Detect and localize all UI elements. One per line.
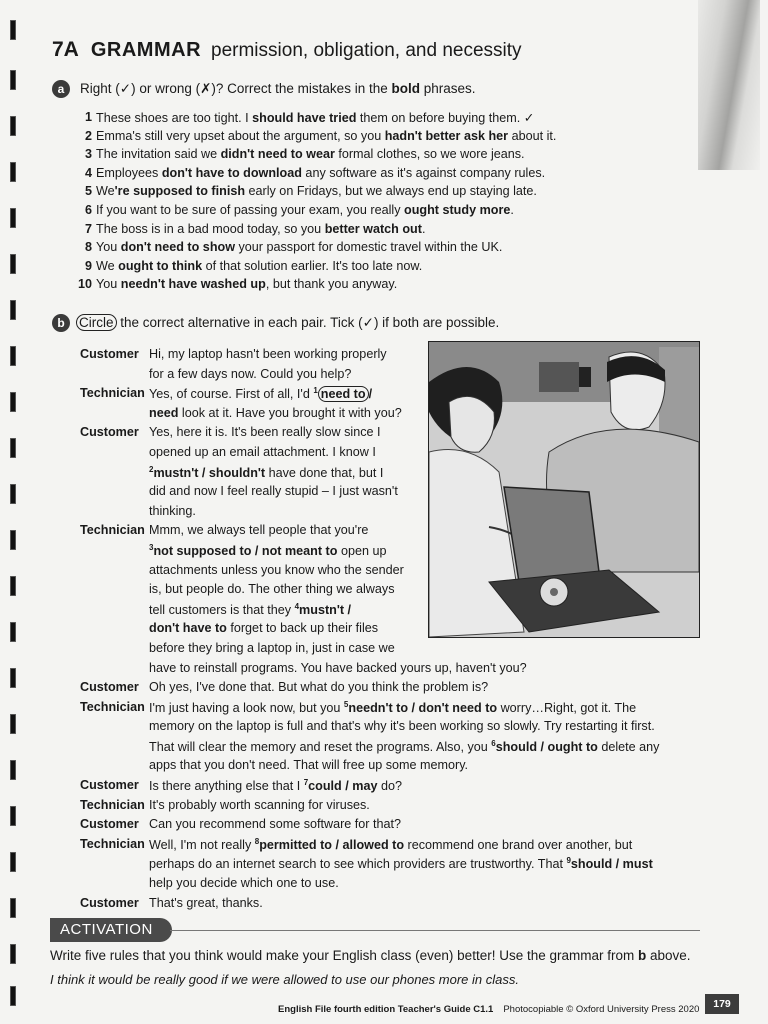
binding-ring <box>10 20 16 40</box>
exercise-item <box>70 222 556 241</box>
item-number: 6 <box>84 202 92 217</box>
topic-label: permission, obligation, and necessity <box>211 40 522 61</box>
binding-ring <box>10 760 16 780</box>
exercise-a-instruction: Right (✓) or wrong (✗)? Correct the mistakes in the bold phrases. <box>80 81 476 96</box>
item-text: We ought to think of that solution earlier. It's too late now. <box>96 258 423 273</box>
item-text: You don't need to show your passport for domestic travel within the UK. <box>96 240 503 255</box>
page-title <box>52 38 522 62</box>
item-number: 1 <box>84 110 92 124</box>
item-number: 8 <box>84 240 92 255</box>
exercise-a-badge: a <box>52 80 70 98</box>
speaker-label: Technician <box>80 523 145 538</box>
book-title: English File fourth edition Teacher's Guide C1.1 <box>278 1004 494 1015</box>
circle-word: Circle <box>76 314 117 331</box>
exercise-item <box>70 277 556 296</box>
binding-ring <box>10 944 16 964</box>
binding-ring <box>10 714 16 734</box>
page-corner-decoration <box>698 0 760 170</box>
binding-ring <box>10 530 16 550</box>
item-number: 5 <box>84 184 92 199</box>
item-text: The boss is in a bad mood today, so you better watch out. <box>96 221 426 236</box>
item-text: Emma's still very upset about the argument, so you hadn't better ask her about it. <box>96 128 557 143</box>
binding-ring <box>10 392 16 412</box>
speaker-label: Customer <box>80 895 139 910</box>
footer <box>278 1004 699 1015</box>
speaker-label: Technician <box>80 699 145 714</box>
binding-ring <box>10 254 16 274</box>
binding-ring <box>10 346 16 366</box>
exercise-item <box>70 240 556 259</box>
speaker-label: Customer <box>80 680 139 695</box>
binding-ring <box>10 806 16 826</box>
item-number: 10 <box>77 277 92 292</box>
activation-instruction: Write five rules that you think would make your English class (even) better! Use the grammar from b above. <box>50 948 691 963</box>
binding-ring <box>10 986 16 1006</box>
activation-label: ACTIVATION <box>50 918 172 942</box>
item-text: You needn't have washed up, but thank you anyway. <box>96 277 398 292</box>
binding-ring <box>10 162 16 182</box>
binding-ring <box>10 116 16 136</box>
binding-ring <box>10 438 16 458</box>
speaker-label: Technician <box>80 386 145 401</box>
spiral-binding <box>6 20 22 1010</box>
item-text: These shoes are too tight. I should have tried them on before buying them. ✓ <box>96 111 535 125</box>
page-number: 179 <box>705 994 739 1014</box>
item-text: The invitation said we didn't need to wear formal clothes, so we wore jeans. <box>96 147 525 162</box>
item-number: 3 <box>84 147 92 162</box>
illustration-laptop-repair <box>428 341 700 638</box>
divider <box>170 930 700 931</box>
binding-ring <box>10 898 16 918</box>
exercise-item <box>70 184 556 203</box>
exercise-item <box>70 129 556 148</box>
exercise-a-list <box>70 110 556 296</box>
item-number: 2 <box>84 128 92 143</box>
section-label: GRAMMAR <box>90 39 202 61</box>
speaker-label: Customer <box>80 425 139 440</box>
speaker-label: Customer <box>80 778 139 793</box>
exercise-item <box>70 203 556 222</box>
exercise-item <box>70 259 556 278</box>
item-text: If you want to be sure of passing your exam, you really ought study more. <box>96 202 514 217</box>
binding-ring <box>10 852 16 872</box>
binding-ring <box>10 622 16 642</box>
binding-ring <box>10 576 16 596</box>
item-number: 9 <box>84 258 92 273</box>
exercise-b-instruction: Circle the correct alternative in each pair. Tick (✓) if both are possible. <box>76 315 499 331</box>
circled-answer: need to <box>318 386 369 402</box>
item-text: Employees don't have to download any software as it's against company rules. <box>96 165 546 180</box>
speaker-label: Technician <box>80 797 145 812</box>
speaker-label: Customer <box>80 347 139 361</box>
binding-ring <box>10 70 16 90</box>
binding-ring <box>10 668 16 688</box>
speaker-label: Customer <box>80 817 139 832</box>
exercise-item <box>70 110 556 129</box>
item-number: 4 <box>84 165 92 180</box>
exercise-item <box>70 147 556 166</box>
speaker-label: Technician <box>80 836 145 851</box>
binding-ring <box>10 208 16 228</box>
activation-example: I think it would be really good if we were allowed to use our phones more in class. <box>50 972 519 987</box>
binding-ring <box>10 484 16 504</box>
unit-number: 7A <box>52 38 79 61</box>
item-number: 7 <box>84 221 92 236</box>
illustration-drawing <box>429 342 699 637</box>
copyright: Photocopiable © Oxford University Press 2020 <box>503 1004 700 1015</box>
binding-ring <box>10 300 16 320</box>
exercise-item <box>70 166 556 185</box>
exercise-b-badge: b <box>52 314 70 332</box>
item-text: We're supposed to finish early on Fridays, but we always end up staying late. <box>96 184 537 199</box>
